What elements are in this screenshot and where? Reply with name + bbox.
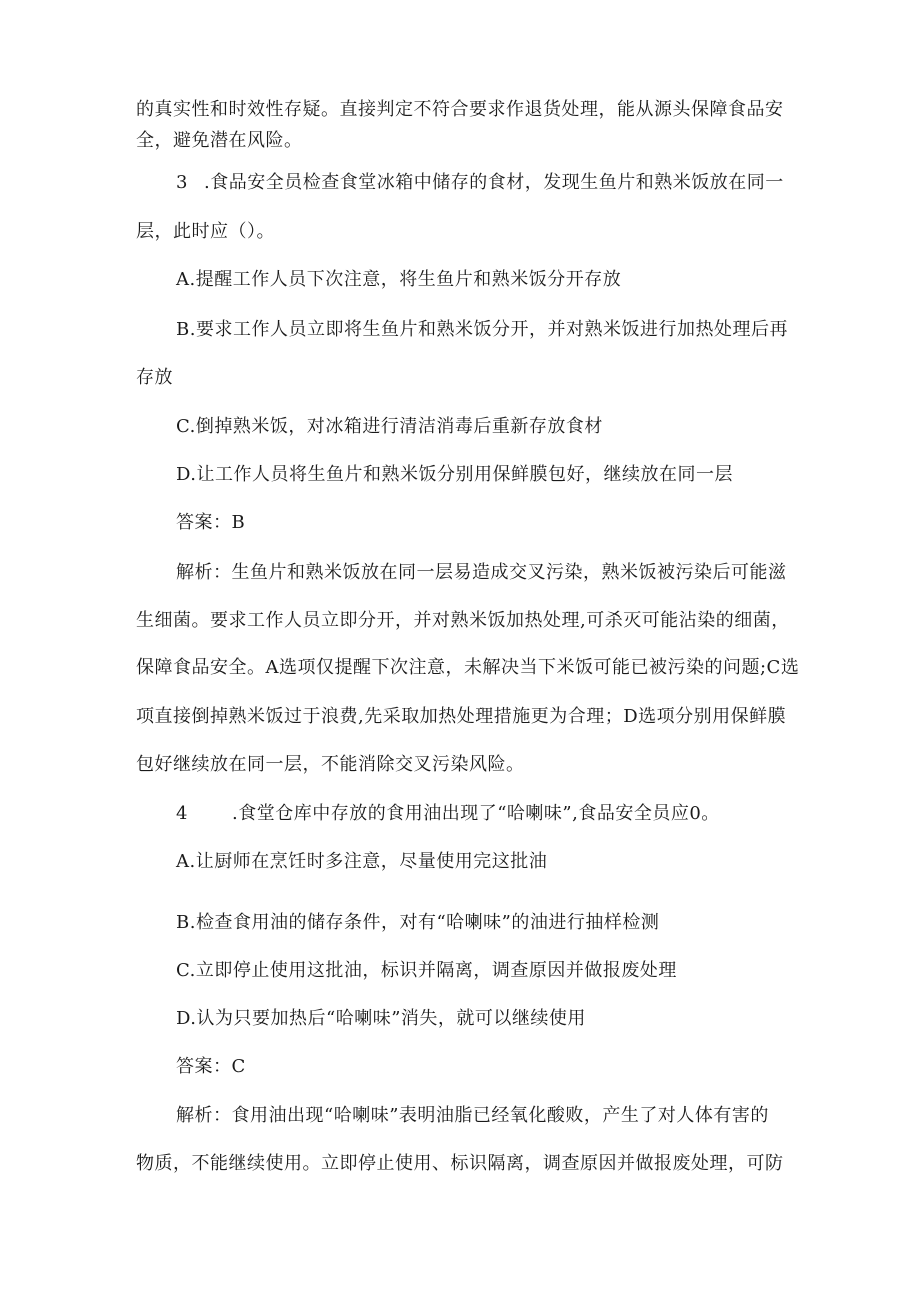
- question-4-answer: 答案：C: [176, 1056, 246, 1077]
- question-4-analysis-line-1: 解析：食用油出现“哈喇味”表明油脂已经氧化酸败，产生了对人体有害的: [176, 1105, 769, 1126]
- question-4-option-b: B.检查食用油的储存条件，对有“哈喇味”的油进行抽样检测: [176, 912, 660, 933]
- intro-text-line-2: 全，避免潜在风险。: [136, 130, 303, 151]
- question-4-option-d: D.认为只要加热后“哈喇味”消失，就可以继续使用: [176, 1008, 586, 1029]
- question-3-stem: [176, 171, 784, 195]
- question-3-stem-line-2: 层，此时应（）。: [136, 221, 275, 242]
- question-4-stem-text: .食堂仓库中存放的食用油出现了“哈喇味”,食品安全员应0。: [232, 803, 720, 824]
- question-4-number: 4: [176, 803, 188, 824]
- question-4-analysis-line-2: 物质，不能继续使用。立即停止使用、标识隔离，调查原因并做报废处理，可防: [136, 1153, 784, 1174]
- question-3-number: 3: [176, 172, 188, 193]
- question-3-option-c: C.倒掉熟米饭，对冰箱进行清洁消毒后重新存放食材: [176, 416, 603, 437]
- intro-text-line-1: 的真实性和时效性存疑。直接判定不符合要求作退货处理，能从源头保障食品安: [136, 99, 784, 120]
- question-3-option-b-line-2: 存放: [136, 367, 173, 388]
- question-3-option-d: D.让工作人员将生鱼片和熟米饭分别用保鲜膜包好，继续放在同一层: [176, 464, 734, 485]
- question-4-option-a: A.让厨师在烹饪时多注意，尽量使用完这批油: [176, 851, 548, 872]
- question-3-analysis-line-3: 保障食品安全。A选项仅提醒下次注意，未解决当下米饭可能已被污染的问题;C选: [136, 657, 800, 678]
- question-3-stem-text: .食品安全员检查食堂冰箱中储存的食材，发现生鱼片和熟米饭放在同一: [204, 172, 784, 193]
- question-3-analysis-line-5: 包好继续放在同一层，不能消除交叉污染风险。: [136, 754, 525, 775]
- question-3-option-b: B.要求工作人员立即将生鱼片和熟米饭分开，并对熟米饭进行加热处理后再: [176, 319, 788, 340]
- question-4-stem: [176, 802, 720, 826]
- question-3-analysis-line-2: 生细菌。要求工作人员立即分开，并对熟米饭加热处理,可杀灭可能沾染的细菌，: [136, 610, 790, 631]
- question-3-answer: 答案：B: [176, 512, 246, 533]
- question-3-analysis-line-1: 解析：生鱼片和熟米饭放在同一层易造成交叉污染，熟米饭被污染后可能滋: [176, 562, 787, 583]
- question-3-analysis-line-4: 项直接倒掉熟米饭过于浪费,先采取加热处理措施更为合理；D选项分别用保鲜膜: [136, 706, 787, 727]
- question-4-option-c: C.立即停止使用这批油，标识并隔离，调查原因并做报废处理: [176, 960, 677, 981]
- question-3-option-a: A.提醒工作人员下次注意，将生鱼片和熟米饭分开存放: [176, 269, 622, 290]
